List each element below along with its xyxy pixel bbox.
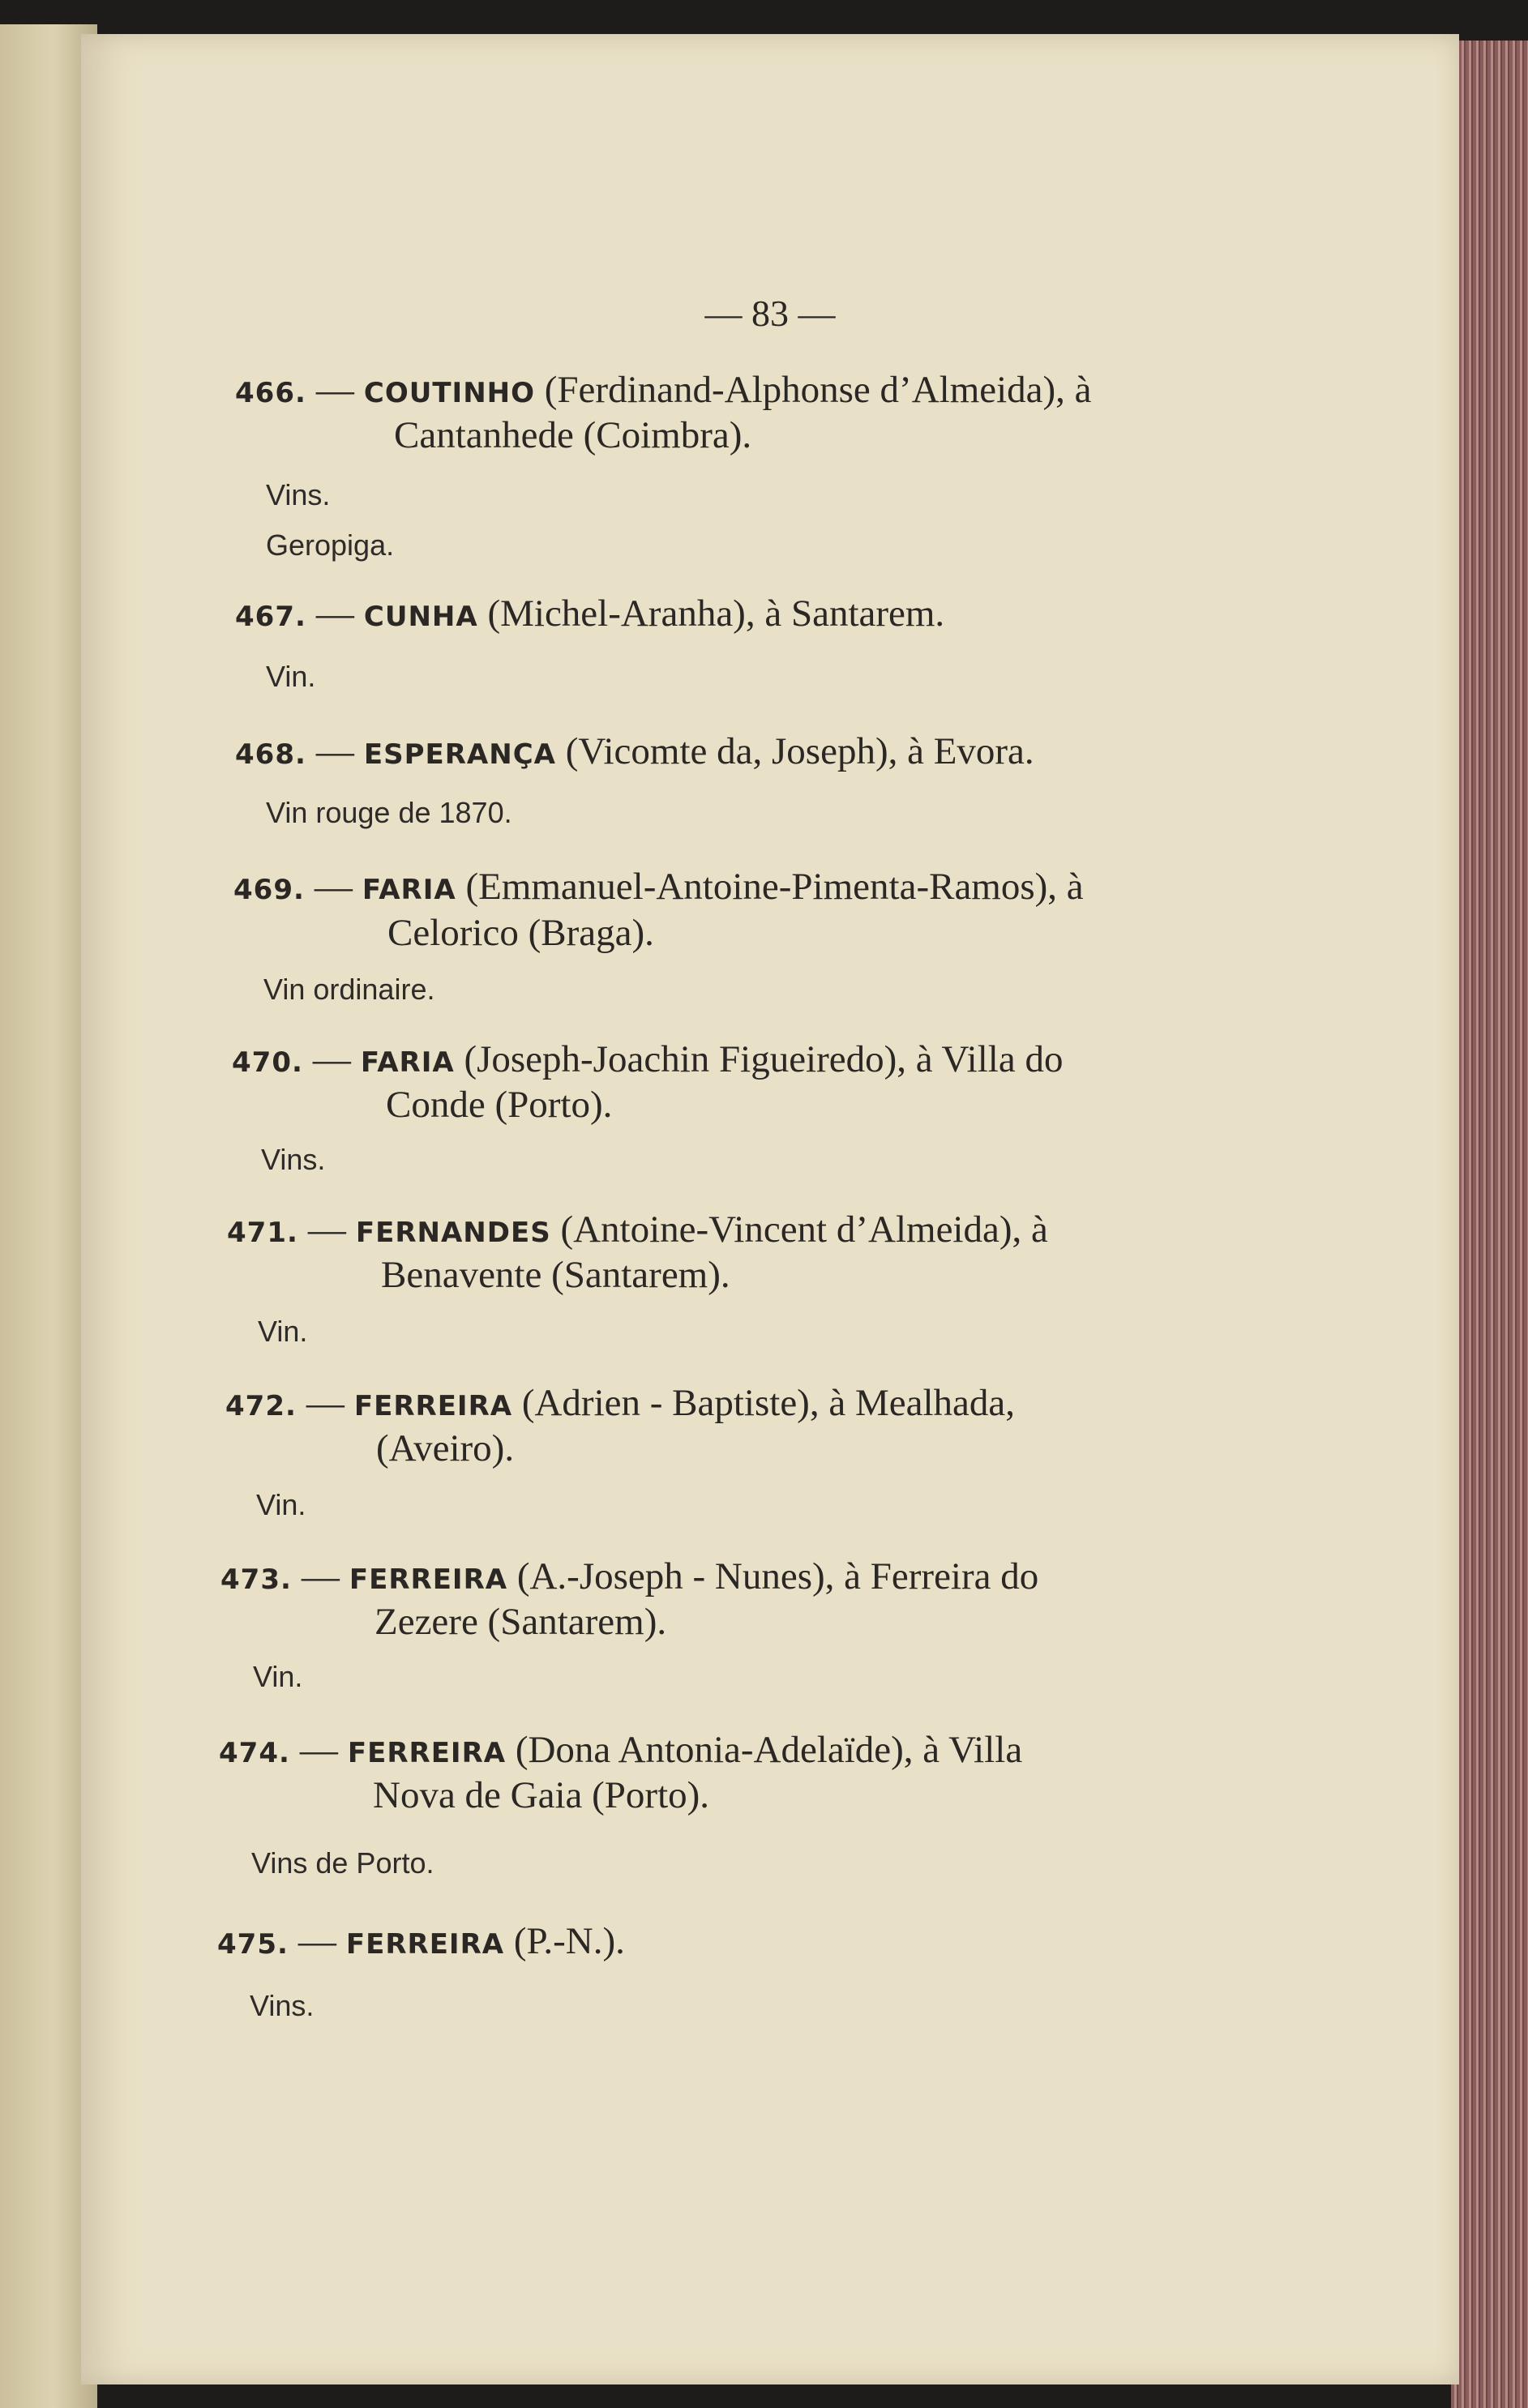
product-line: Vin rouge de 1870.: [266, 796, 512, 829]
exhibitor-name: FERNANDES: [355, 1217, 551, 1249]
product-line: Vin.: [266, 660, 316, 693]
entry-dash: —: [297, 1920, 336, 1962]
exhibitor-name: FERREIRA: [347, 1737, 507, 1769]
entry-continuation: Benavente (Santarem).: [381, 1254, 730, 1296]
exhibitor-name: FARIA: [360, 1046, 455, 1079]
exhibitor-details: (Emmanuel-Antoine-Pimenta-Ramos), à: [456, 866, 1084, 908]
entry-continuation: Cantanhede (Coimbra).: [394, 414, 752, 456]
entry-dash: —: [315, 592, 354, 635]
exhibitor-name: FERREIRA: [349, 1563, 508, 1596]
exhibitor-name: ESPERANÇA: [363, 738, 556, 771]
entry-heading: [227, 1208, 1048, 1251]
entry-heading: [235, 729, 1034, 773]
entry-continuation: Nova de Gaia (Porto).: [373, 1774, 710, 1816]
entry-heading: [219, 1728, 1022, 1772]
entry-dash: —: [301, 1555, 340, 1597]
exhibitor-details: (P.-N.).: [504, 1920, 625, 1962]
product-line: Vins de Porto.: [251, 1846, 434, 1880]
product-line: Vins.: [266, 478, 331, 511]
entry-continuation: Zezere (Santarem).: [375, 1601, 667, 1643]
entry-heading: [217, 1919, 625, 1963]
entry-heading: [235, 592, 944, 635]
entry-number: 466.: [235, 377, 306, 409]
entry-number: 470.: [232, 1046, 303, 1079]
entry-heading: [232, 1037, 1063, 1081]
exhibitor-details: (Ferdinand-Alphonse d’Almeida), à: [535, 369, 1092, 411]
entry-number: 469.: [233, 874, 305, 906]
entry-dash: —: [306, 1382, 345, 1424]
product-line: Vins.: [250, 1989, 315, 2022]
entry-number: 473.: [220, 1563, 292, 1596]
entry-dash: —: [312, 1038, 351, 1080]
entry-number: 468.: [235, 738, 306, 771]
exhibitor-details: (Antoine-Vincent d’Almeida), à: [550, 1208, 1048, 1251]
exhibitor-name: COUTINHO: [363, 377, 536, 409]
entry-heading: [225, 1381, 1015, 1425]
exhibitor-details: (Michel-Aranha), à Santarem.: [477, 592, 945, 635]
page-stack-edge: [1451, 41, 1528, 2408]
entry-continuation: Celorico (Braga).: [387, 912, 654, 954]
exhibitor-name: FERREIRA: [353, 1390, 513, 1422]
product-line: Vin ordinaire.: [263, 973, 435, 1006]
product-line: Vin.: [258, 1315, 308, 1348]
entry-continuation: (Aveiro).: [376, 1427, 515, 1469]
entry-dash: —: [307, 1208, 346, 1251]
entry-number: 475.: [217, 1928, 289, 1961]
entry-number: 474.: [219, 1737, 290, 1769]
entry-number: 471.: [227, 1217, 298, 1249]
entry-dash: —: [315, 369, 354, 411]
entry-dash: —: [315, 730, 354, 772]
exhibitor-details: (Adrien - Baptiste), à Mealhada,: [512, 1382, 1015, 1424]
exhibitor-details: (Dona Antonia-Adelaïde), à Villa: [506, 1729, 1023, 1771]
product-line: Geropiga.: [266, 528, 395, 562]
entry-heading: [220, 1555, 1038, 1598]
exhibitor-name: CUNHA: [363, 601, 478, 633]
exhibitor-details: (Vicomte da, Joseph), à Evora.: [555, 730, 1034, 772]
entry-heading: [235, 368, 1092, 412]
entry-number: 467.: [235, 601, 306, 633]
entry-heading: [233, 865, 1084, 909]
exhibitor-details: (Joseph-Joachin Figueiredo), à Villa do: [454, 1038, 1064, 1080]
exhibitor-name: FARIA: [362, 874, 456, 906]
entry-dash: —: [314, 866, 353, 908]
entry-dash: —: [299, 1729, 338, 1771]
product-line: Vins.: [261, 1143, 326, 1176]
exhibitor-details: (A.-Joseph - Nunes), à Ferreira do: [507, 1555, 1039, 1597]
exhibitor-name: FERREIRA: [345, 1928, 505, 1961]
entry-continuation: Conde (Porto).: [386, 1084, 613, 1126]
product-line: Vin.: [253, 1660, 303, 1693]
book-page: [81, 34, 1459, 2384]
page-number: — 83 —: [704, 293, 836, 334]
product-line: Vin.: [256, 1488, 306, 1521]
entry-number: 472.: [225, 1390, 297, 1422]
